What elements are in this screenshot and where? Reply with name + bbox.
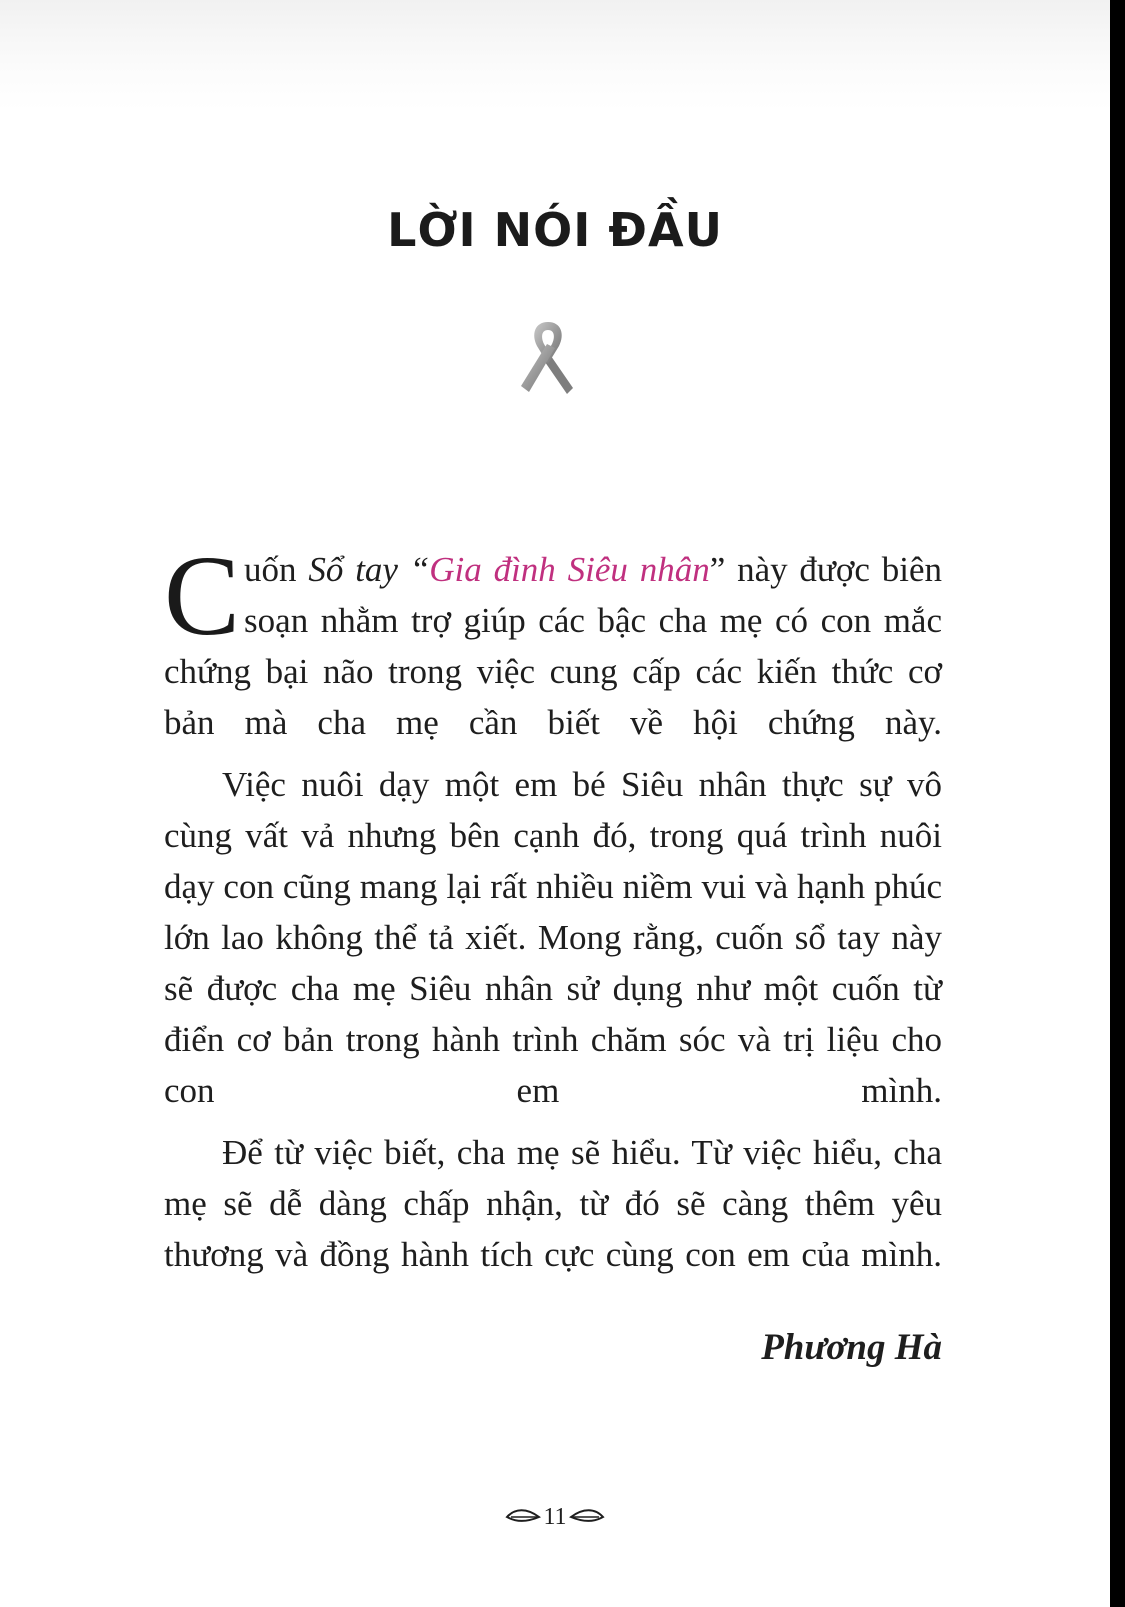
author-signature: Phương Hà [761,1327,942,1368]
paragraph-2: Việc nuôi dạy một em bé Siêu nhân thực sự vô cùng vất vả nhưng bên cạnh đó, trong quá trình nuôi dạy con cũng mang lại rất nhiều niềm vui và hạnh phúc lớn lao không thể tả xiết. Mong rằng, cuốn sổ tay này sẽ được cha mẹ Siêu nhân sử dụng như một cuốn từ điển cơ bản trong hành trình chăm sóc và trị liệu cho con em mình. [164,765,942,1110]
close-quote: ” [709,550,726,589]
awareness-ribbon-icon [515,318,581,398]
page-number: 11 [543,1504,567,1530]
italic-text: Sổ tay [308,550,410,589]
paragraph-1 [164,532,943,748]
handbook-title: Gia đình Siêu nhân [429,550,710,589]
open-quote: “ [409,550,430,589]
paragraph-1-start: uốn [244,550,309,589]
page-footer [505,1502,605,1532]
top-shadow-band [0,0,1110,110]
drop-cap: C [164,532,241,659]
paragraph-1-rest: này được biên soạn nhằm trợ giúp các bậc cha mẹ có con mắc chứng bại não trong việc cung cấp các kiến thức cơ bản mà cha mẹ cần biết về hội chứng này. [164,550,943,742]
preface-body [164,532,943,1291]
page-title: LỜI NÓI ĐẦU [387,203,723,257]
paragraph-3: Để từ việc biết, cha mẹ sẽ hiểu. Từ việc hiểu, cha mẹ sẽ dễ dàng chấp nhận, từ đó sẽ càng thêm yêu thương và đồng hành tích cực cùng con em của mình. [164,1133,942,1274]
